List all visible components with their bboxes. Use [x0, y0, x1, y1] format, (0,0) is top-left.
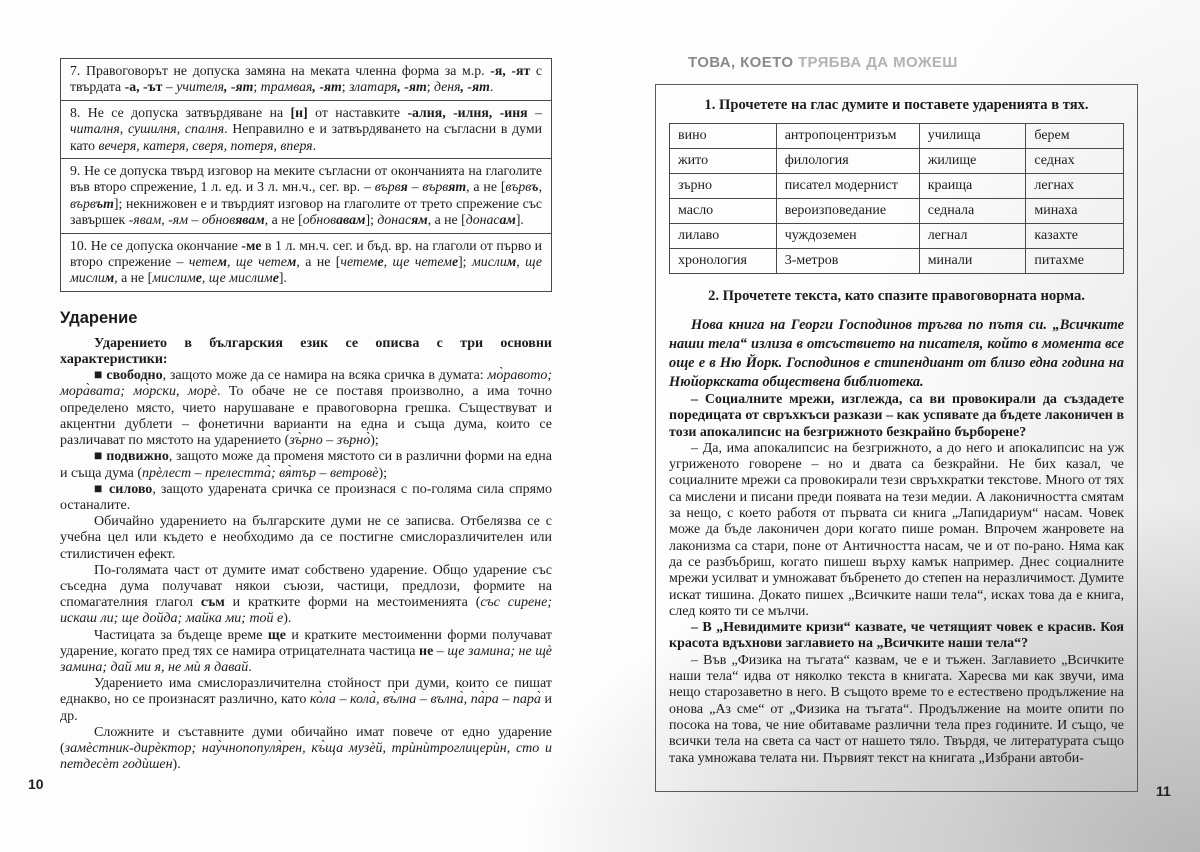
- paragraph: [60, 336, 552, 368]
- task2-heading: 2. Прочетете текста, като спазите правоговорната норма.: [708, 288, 1085, 304]
- text-run: съм: [200, 595, 225, 611]
- text-run: ще чете: [235, 254, 287, 270]
- rule-10: [61, 233, 551, 291]
- page-header-secondary: ТРЯБВА ДА МОЖЕШ: [793, 54, 958, 71]
- text-run: ■ подвижно: [94, 449, 169, 465]
- text-run: Нова книга на Георги Господинов тръгва по пътя си. „Всичките наши тела“ излиза в отсъствието на писателя, който в момента все още е в Ню Йорк. Господинов е стипендиант от близо една година на Нюйоркската обществена библиотека.: [669, 317, 1124, 390]
- text-run: -а, -ът: [124, 79, 163, 95]
- table-row: [670, 224, 1124, 249]
- text-run: от наставките: [307, 104, 408, 120]
- table-cell: чуждоземен: [776, 224, 919, 249]
- text-run: , -ят: [224, 79, 254, 95]
- intro-paragraph: [669, 316, 1124, 392]
- paragraph: [60, 449, 552, 481]
- text-run: върв: [374, 179, 401, 195]
- text-run: По-голямата част от думите имат собствено ударение. Общо ударение със съседна дума получават някои съюзи, частици, предлози, формите на спомагателния глагол: [60, 562, 552, 611]
- text-run: , а не [: [296, 254, 341, 270]
- text-run: ят: [448, 179, 467, 195]
- text-run: трамвая: [260, 79, 313, 95]
- text-run: );: [378, 465, 388, 481]
- table-cell: седнах: [1026, 149, 1124, 174]
- text-run: – Да, има апокалипсис на безгрижното, а до него и апокалипсис на уж угриженото говорене – но и двата са безкрайни. Не бих казал, че социалните мрежи са провокирали тези свръхкратки текстове. Много от тях са мислени и писани преди появата на тези медии. А лаконичността смятам за нещо, с което работя от първата си книга „Лапидариум“ насам. Човек може да бъде лаконичен дори когато пише роман. Впрочем жанровете на лаконизма са стари, поне от Античността насам, че и от по-рано. Няма как да се разбъбриш, когато пишеш върху камък например. Днес социалните мрежи усилват и умножават бъбренето до степен на неразличимост. Думите искат тишина. Докато пишех „Всичките наши тела“, исках това да е книга, след която ти се мълчи.: [669, 440, 1124, 619]
- text-run: , защото може да променя мястото си в различни форми на една и съща дума (: [60, 449, 553, 481]
- paragraph: [60, 725, 552, 774]
- text-run: зъ̀рно – зърно̀: [289, 433, 371, 449]
- text-run: е: [451, 254, 459, 270]
- text-run: -ме: [241, 237, 262, 253]
- text-run: обнов: [201, 212, 236, 228]
- text-run: ■ свободно: [94, 368, 163, 384]
- interview-answer: [669, 441, 1124, 620]
- text-run: –: [162, 79, 177, 95]
- text-run: –: [527, 104, 542, 120]
- table-cell: берем: [1026, 124, 1124, 149]
- text-run: и др.: [60, 692, 553, 724]
- interview-answer: [669, 653, 1124, 767]
- text-run: вечеря, катеря, сверя, потеря, вперя: [98, 137, 313, 153]
- text-run: ще замина; не щѐ замина; дай ми я, не мѝ я давай: [60, 643, 553, 675]
- text-run: 8. Не се допуска затвърдяване на: [70, 104, 291, 120]
- text-run: .: [248, 659, 252, 675]
- table-row: [670, 149, 1124, 174]
- rule-9: [61, 158, 551, 233]
- text-run: – Социалните мрежи, изглежда, са ви провокирали да създадете поредицата от свръхкъси разкази – как успявате да бъдете лаконичен в този апокалипсис на безгрижното безкрайно бърборене?: [669, 392, 1124, 440]
- text-run: не: [419, 643, 434, 659]
- table-row: [670, 124, 1124, 149]
- table-cell: жилище: [919, 149, 1026, 174]
- page-header-primary: ТОВА, КОЕТО: [688, 54, 794, 71]
- text-run: м: [286, 254, 297, 270]
- text-run: , защото ударената сричка се произнася с по-голяма сила спрямо останалите.: [60, 481, 552, 513]
- exercise-box: [655, 84, 1138, 792]
- paragraph: [60, 482, 552, 514]
- text-run: [н]: [290, 104, 308, 120]
- text-run: ]; некнижовен е и твърдият изговор на глаголите от трето спрежение със завършек: [70, 195, 542, 228]
- text-run: ;: [426, 79, 434, 95]
- text-run: и кратките форми на местоименията (: [224, 595, 481, 611]
- text-run: Ударението има смислоразличителна стойност при думи, които се пишат еднакво, но се произнасят различно, като: [60, 676, 552, 708]
- text-run: ам: [499, 212, 516, 228]
- text-run: 9. Не се допуска твърд изговор на меките съгласни от окончанията на глаголите във второ спрежение, 1 л. ед. и 3 л. мн.ч., сег. вр. –: [70, 163, 542, 195]
- text-run: ще: [267, 627, 286, 643]
- text-run: , ще мислим: [201, 270, 273, 286]
- text-run: ).: [172, 757, 181, 773]
- table-cell: лилаво: [670, 224, 777, 249]
- text-run: донас: [465, 212, 500, 228]
- text-run: читалня, сушилня, спалня: [70, 121, 225, 137]
- table-row: [670, 174, 1124, 199]
- text-run: , ще мисли: [70, 254, 542, 286]
- text-run: – В „Невидимите кризи“ казвате, че четящият човек е красив. Коя красота вдъхнови заглавието на „Всичките наши тела“?: [669, 620, 1124, 652]
- text-run: обнов: [302, 212, 337, 228]
- text-run: . Неправилно е и затвърдяването на съгласни в думи като: [70, 121, 542, 153]
- text-run: е: [377, 254, 384, 270]
- text-run: м: [104, 270, 115, 286]
- text-run: донас: [377, 212, 412, 228]
- table-cell: вероизповедание: [776, 199, 919, 224]
- text-run: явам: [235, 212, 265, 228]
- text-run: Обичайно ударението на българските думи не се записва. Отбелязва се с учебна цел или където е необходимо да се постигне смислоразличителен или стилистичен ефект.: [60, 514, 552, 562]
- text-run: , -ят: [312, 79, 342, 95]
- text-run: м: [217, 254, 227, 270]
- text-run: –: [407, 179, 423, 195]
- text-run: – Във „Физика на тъгата“ казвам, че е и тъжен. Заглавието „Всичките наши тела“ идва от няколко текста в книгата. Харесва ми как звучи, има нещо старозаветно в него. В същото време то е естествено продължение на онова „Аз сме“ от „Физика на тъгата“. Продължение на моите опити по посока на това, че ние обитаваме различни тела през годините. И също, че всички тела на света са част от нашето тяло. Твърдя, че литературата също така умножава телата ни. Първият текст на книгата „Избрани автоби-: [669, 652, 1124, 766]
- text-run: ;: [253, 79, 261, 95]
- table-cell: 3-метров: [776, 249, 919, 274]
- text-run: ];: [458, 254, 472, 270]
- text-run: златаря: [349, 79, 398, 95]
- interview-question: [669, 392, 1124, 441]
- text-run: със сирене; искаш ли; ще дойда; майка ми; той е: [60, 595, 552, 627]
- text-run: , а не [: [427, 212, 466, 228]
- paragraph: [60, 563, 552, 628]
- table-cell: легнал: [919, 224, 1026, 249]
- text-run: четем: [340, 254, 378, 270]
- table-row: [670, 249, 1124, 274]
- rule-8: [61, 100, 551, 158]
- rule-7: [61, 59, 551, 100]
- table-cell: казахте: [1026, 224, 1124, 249]
- text-run: учителя: [176, 79, 224, 95]
- table-cell: жито: [670, 149, 777, 174]
- text-run: в 1 л. мн.ч. сег. и бъд. вр. на глаголи от първо и второ спрежение –: [70, 237, 542, 270]
- text-run: с твърдата: [70, 63, 542, 95]
- text-run: , върв: [70, 179, 543, 211]
- text-run: -алня, -илня, -иня: [407, 104, 528, 120]
- table-cell: седнала: [919, 199, 1026, 224]
- paragraph: [60, 676, 552, 725]
- text-run: –: [188, 212, 202, 228]
- text-run: ът: [95, 195, 114, 211]
- text-run: ].: [278, 270, 287, 286]
- text-run: , ще четем: [383, 254, 452, 270]
- text-run: ко̀ла – кола̀, въ̀лна – вълна̀, па̀ра – пара̀: [309, 692, 541, 708]
- text-run: ,: [226, 254, 236, 270]
- text-run: –: [433, 643, 448, 659]
- text-run: я: [400, 179, 408, 195]
- text-run: , а не [: [114, 270, 153, 286]
- paragraph: [60, 514, 552, 563]
- text-run: мо̀равото; мора̀вата; мо̀рски, морѐ: [60, 368, 552, 400]
- rules-box: [60, 58, 552, 292]
- text-run: 7. Правоговорът не допуска замяна на меката членна форма за м.р.: [70, 63, 491, 78]
- text-run: деня: [434, 79, 461, 95]
- paragraph: [60, 628, 552, 677]
- table-cell: антропоцентризъм: [776, 124, 919, 149]
- text-run: , а не [: [264, 212, 303, 228]
- table-row: [670, 199, 1124, 224]
- words-table: [669, 123, 1124, 274]
- table-cell: краища: [919, 174, 1026, 199]
- text-run: , -ят: [397, 79, 427, 95]
- text-run: авам: [336, 212, 366, 228]
- text-run: Ударението в българския език се описва с три основни характеристики:: [60, 335, 552, 368]
- table-cell: писател модернист: [776, 174, 919, 199]
- text-run: е: [272, 270, 279, 286]
- text-run: , -ят: [460, 79, 490, 95]
- page-left: [60, 58, 552, 773]
- table-cell: филология: [776, 149, 919, 174]
- text-run: замѐстник-дирѐктор; нау̀чнопопуля̀рен, къ̀ща музѐй, трѝнѝтроглицерѝн, сто и петдесѐт годѝшен: [60, 740, 552, 773]
- table-cell: училища: [919, 124, 1026, 149]
- text-run: , а не [: [466, 179, 506, 195]
- text-run: ■ силово: [94, 481, 153, 497]
- text-run: ).: [283, 611, 292, 627]
- task1-heading: 1. Прочетете на глас думите и поставете ударенията в тях.: [704, 97, 1089, 113]
- page-header: [688, 54, 958, 71]
- text-run: -явам, -ям: [128, 212, 189, 228]
- text-run: ].: [515, 212, 524, 228]
- text-run: прѐлест – прелестта̀; вя̀тър – ветровѐ: [142, 465, 379, 481]
- text-run: ъ: [531, 179, 539, 195]
- table-cell: зърно: [670, 174, 777, 199]
- text-run: и кратките местоименни форми получават ударение, когато пред тях се намира отрицателната частица: [60, 627, 552, 659]
- table-cell: минаха: [1026, 199, 1124, 224]
- interview-question: [669, 620, 1124, 653]
- text-run: ям: [411, 212, 428, 228]
- text-run: , защото може да се намира на всяка сричка в думата:: [162, 368, 488, 384]
- table-cell: минали: [919, 249, 1026, 274]
- text-run: -я, -ят: [490, 63, 531, 78]
- table-cell: масло: [670, 199, 777, 224]
- table-cell: хронология: [670, 249, 777, 274]
- text-run: );: [370, 433, 379, 449]
- text-run: върв: [505, 179, 532, 195]
- text-run: ;: [341, 79, 350, 95]
- section-title: Ударение: [60, 308, 138, 327]
- text-run: върв: [422, 179, 449, 195]
- table-cell: вино: [670, 124, 777, 149]
- text-run: чете: [188, 254, 218, 270]
- page-number-right: 11: [1156, 783, 1171, 799]
- paragraph: [60, 368, 552, 449]
- text-run: Частицата за бъдеще време: [94, 627, 268, 643]
- text-run: .: [312, 137, 317, 153]
- text-run: е: [195, 270, 202, 286]
- table-cell: легнах: [1026, 174, 1124, 199]
- text-run: . То обаче не се поставя произволно, а има точно определено място, чието нарушаване е правоговорна грешка. Съществуват и акцентни дублети – фонетични варианти на една и съща дума, които се различават по мястото на ударението (: [60, 384, 552, 449]
- text-run: мислим: [152, 270, 196, 286]
- text-run: 10. Не се допуска окончание: [70, 237, 242, 253]
- text-run: мисли: [471, 254, 507, 270]
- text-run: .: [489, 79, 494, 95]
- text-run: м: [506, 254, 517, 270]
- page-number-left: 10: [28, 776, 44, 792]
- text-run: ];: [365, 212, 378, 228]
- table-cell: питахме: [1026, 249, 1124, 274]
- text-run: Сложните и съставните думи обичайно имат повече от едно ударение (: [60, 724, 552, 756]
